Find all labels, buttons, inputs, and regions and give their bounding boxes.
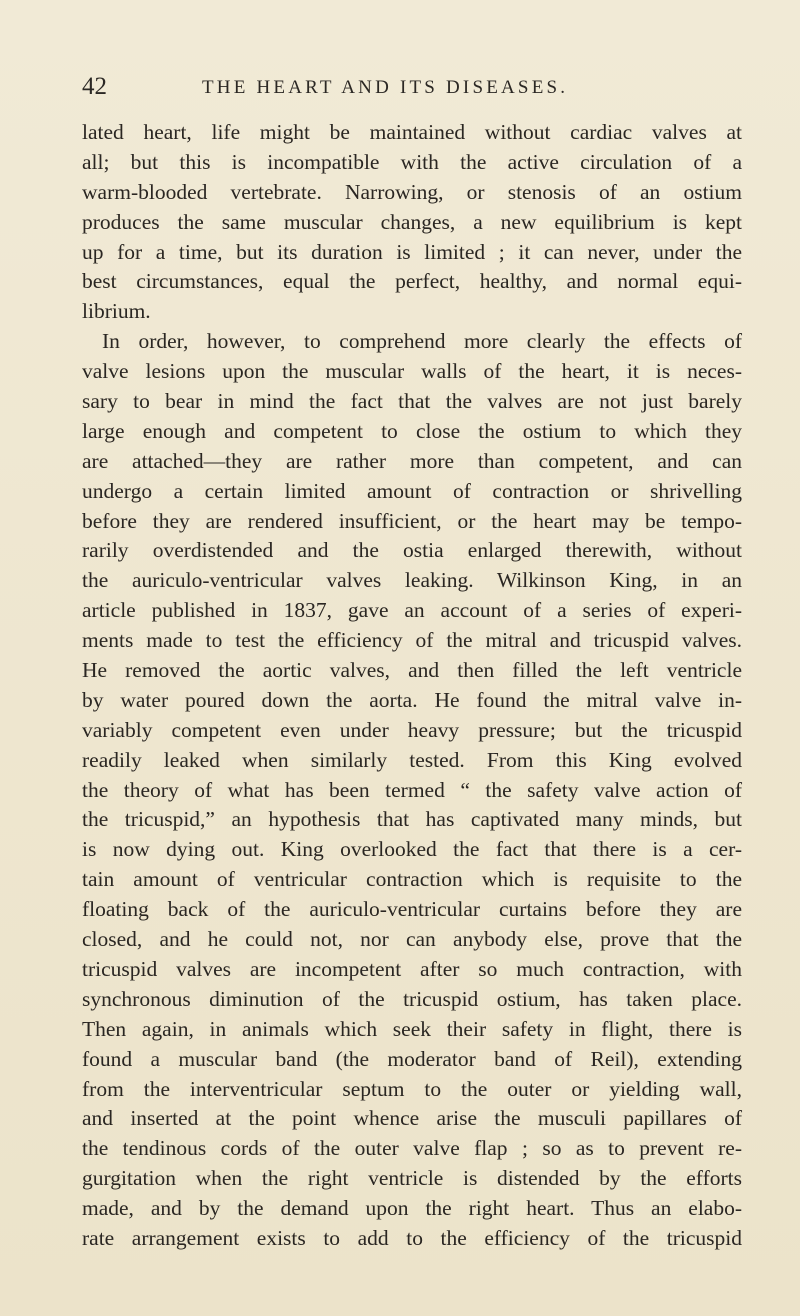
- page-number: 42: [82, 73, 107, 100]
- text-line: Then again, in animals which seek their safety in flight, there is: [82, 1016, 742, 1041]
- text-line: gurgitation when the right ventricle is distended by the efforts: [82, 1166, 742, 1191]
- running-head: THE HEART AND ITS DISEASES.: [202, 77, 569, 98]
- text-line: closed, and he could not, nor can anybody else, prove that the: [82, 927, 742, 952]
- text-line: variably competent even under heavy pressure; but the tricuspid: [82, 717, 742, 742]
- text-line: is now dying out. King overlooked the fact that there is a cer-: [82, 837, 742, 862]
- text-line: from the interventricular septum to the outer or yielding wall,: [82, 1076, 742, 1101]
- text-line: by water poured down the aorta. He found the mitral valve in-: [82, 687, 742, 712]
- text-line: article published in 1837, gave an account of a series of experi-: [82, 598, 742, 623]
- text-line: produces the same muscular changes, a new equilibrium is kept: [82, 209, 742, 234]
- text-line: He removed the aortic valves, and then filled the left ventricle: [82, 658, 742, 683]
- paragraph-end-line: librium.: [82, 299, 151, 324]
- text-line: undergo a certain limited amount of contraction or shrivelling: [82, 478, 742, 503]
- text-line: rate arrangement exists to add to the efficiency of the tricuspid: [82, 1225, 742, 1250]
- text-line: sary to bear in mind the fact that the valves are not just barely: [82, 389, 742, 414]
- text-line: readily leaked when similarly tested. From this King evolved: [82, 747, 742, 772]
- paragraph-start-line: In order, however, to comprehend more clearly the effects of: [102, 329, 742, 354]
- text-line: up for a time, but its duration is limited ; it can never, under the: [82, 239, 742, 264]
- text-line: the tendinous cords of the outer valve flap ; so as to prevent re-: [82, 1136, 742, 1161]
- text-line: tain amount of ventricular contraction which is requisite to the: [82, 867, 742, 892]
- text-line: before they are rendered insufficient, or the heart may be tempo-: [82, 508, 742, 533]
- text-line: and inserted at the point whence arise the musculi papillares of: [82, 1106, 742, 1131]
- text-line: best circumstances, equal the perfect, healthy, and normal equi-: [82, 269, 742, 294]
- text-line: synchronous diminution of the tricuspid ostium, has taken place.: [82, 986, 742, 1011]
- body-text: [82, 118, 742, 1254]
- text-line: warm-blooded vertebrate. Narrowing, or stenosis of an ostium: [82, 179, 742, 204]
- text-line: floating back of the auriculo-ventricular curtains before they are: [82, 897, 742, 922]
- text-line: lated heart, life might be maintained without cardiac valves at: [82, 120, 742, 144]
- text-line: the tricuspid,” an hypothesis that has captivated many minds, but: [82, 807, 742, 832]
- text-line: found a muscular band (the moderator band of Reil), extending: [82, 1046, 742, 1071]
- text-line: tricuspid valves are incompetent after so much contraction, with: [82, 956, 742, 981]
- text-line: valve lesions upon the muscular walls of the heart, it is neces-: [82, 359, 742, 384]
- text-line: ments made to test the efficiency of the mitral and tricuspid valves.: [82, 628, 742, 653]
- text-line: the theory of what has been termed “ the safety valve action of: [82, 777, 742, 802]
- text-line: the auriculo-ventricular valves leaking. Wilkinson King, in an: [82, 568, 742, 593]
- page-header: [82, 72, 742, 102]
- text-line: are attached—they are rather more than competent, and can: [82, 448, 742, 473]
- text-line: all; but this is incompatible with the active circulation of a: [82, 149, 742, 174]
- text-line: large enough and competent to close the ostium to which they: [82, 418, 742, 443]
- text-line: made, and by the demand upon the right heart. Thus an elabo-: [82, 1196, 742, 1221]
- text-line: rarily overdistended and the ostia enlarged therewith, without: [82, 538, 742, 563]
